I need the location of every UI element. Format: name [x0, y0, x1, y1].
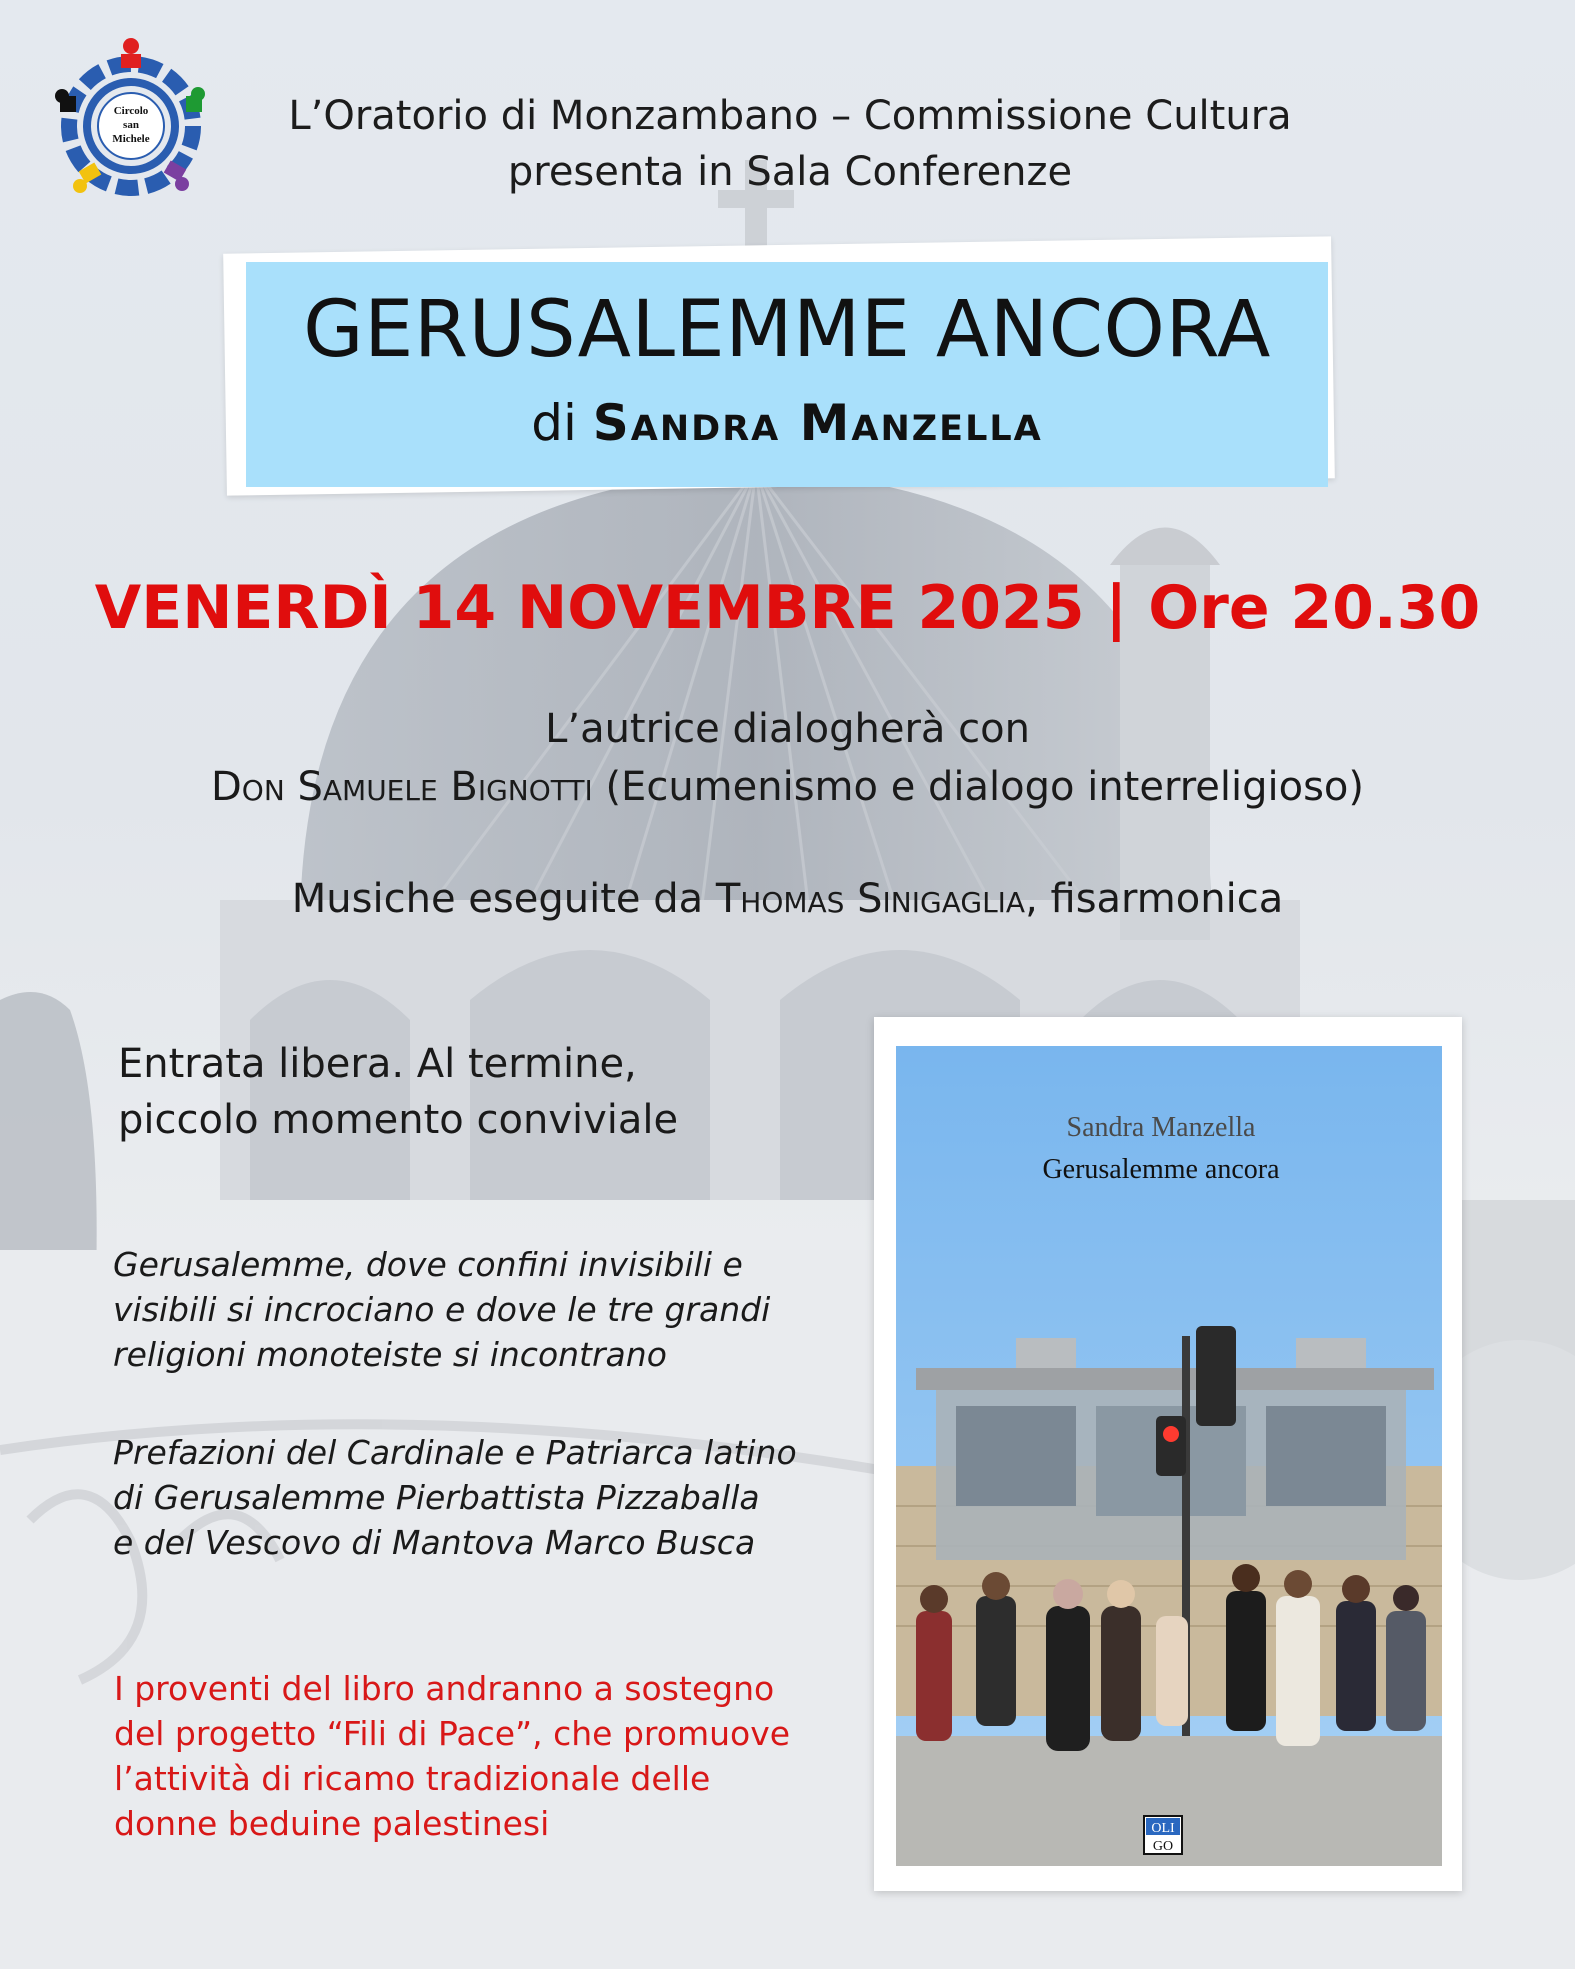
quote2-line2: di Gerusalemme Pierbattista Pizzaballa: [113, 1478, 760, 1517]
entry-line2: piccolo momento conviviale: [118, 1097, 679, 1143]
entry-line1: Entrata libera. Al termine,: [118, 1041, 637, 1087]
guest-name: Don Samuele Bignotti: [210, 764, 593, 810]
proceeds-note: [114, 1666, 834, 1846]
music-info: [60, 870, 1515, 928]
event-date-time: VENERDÌ 14 NOVEMBRE 2025 | Ore 20.30: [94, 573, 1481, 643]
logo-text-line3: Michele: [112, 133, 150, 145]
guest-line: [60, 758, 1515, 816]
venue-line: presenta in Sala Conferenze: [507, 149, 1073, 195]
quote1-line2: visibili si incrociano e dove le tre grandi: [113, 1290, 771, 1329]
publisher-top: OLI: [1151, 1821, 1175, 1836]
quote2-line1: Prefazioni del Cardinale e Patriarca latino: [113, 1433, 797, 1472]
entry-info: [118, 1036, 818, 1148]
prefaces-note: [113, 1430, 833, 1565]
logo-text-line1: Circolo: [113, 105, 149, 117]
presenter-line: L’Oratorio di Monzambano – Commissione Cultura: [288, 93, 1292, 139]
publisher-bottom: GO: [1152, 1839, 1174, 1854]
book-title: GERUSALEMME ANCORA: [303, 285, 1271, 375]
cover-author: Sandra Manzella: [1066, 1112, 1256, 1143]
author-name: Sandra Manzella: [592, 394, 1043, 452]
description-quote: [113, 1242, 833, 1377]
proceeds-line3: l’attività di ricamo tradizionale delle: [114, 1759, 711, 1798]
proceeds-line4: donne beduine palestinesi: [114, 1804, 550, 1843]
title-box: [246, 262, 1328, 487]
presenter-header: [200, 88, 1380, 200]
proceeds-line1: I proventi del libro andranno a sostegno: [114, 1669, 775, 1708]
book-cover-image: [896, 1046, 1442, 1866]
book-author-line: [246, 388, 1328, 458]
quote1-line3: religioni monoteiste si incontrano: [113, 1335, 667, 1374]
music-prefix: Musiche eseguite da: [291, 876, 704, 922]
quote1-line1: Gerusalemme, dove confini invisibili e: [113, 1245, 743, 1284]
cover-title: Gerusalemme ancora: [1042, 1154, 1280, 1185]
music-suffix: , fisarmonica: [1025, 876, 1284, 922]
by-label: di: [531, 394, 577, 452]
circolo-san-michele-logo-icon: [36, 34, 226, 214]
dialog-info: [60, 700, 1515, 816]
proceeds-line2: del progetto “Fili di Pace”, che promuove: [114, 1714, 791, 1753]
quote2-line3: e del Vescovo di Mantova Marco Busca: [113, 1523, 756, 1562]
dialog-intro: L’autrice dialogherà con: [545, 706, 1030, 752]
guest-role: (Ecumenismo e dialogo interreligioso): [605, 764, 1365, 810]
performer-name: Thomas Sinigaglia: [715, 876, 1026, 922]
logo-text-line2: san: [123, 119, 139, 131]
